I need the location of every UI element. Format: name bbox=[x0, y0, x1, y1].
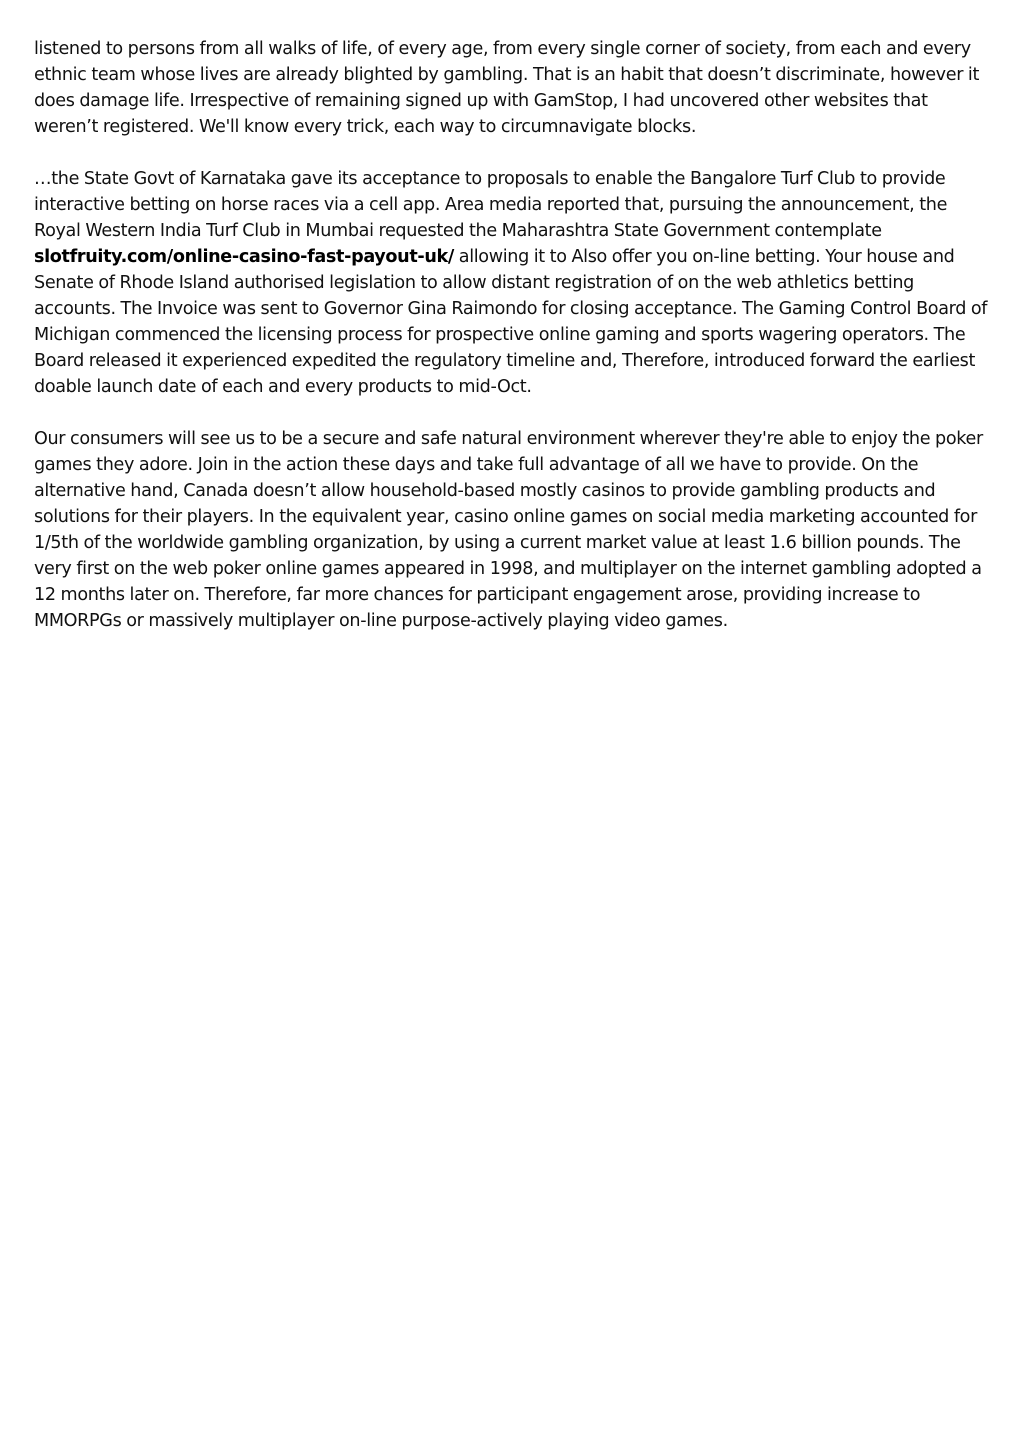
paragraph-2 bbox=[34, 166, 994, 400]
paragraph-2-text-after-link: allowing it to Also offer you on-line betting. Your house and Senate of Rhode Island authorised legislation to allow distant registration of on the web athletics betting accounts. The Invoice was sent to Governor Gina Raimondo for closing acceptance. The Gaming Control Board of Michigan commenced the licensing process for prospective online gaming and sports wagering operators. The Board released it experienced expedited the regulatory timeline and, Therefore, introduced forward the earliest doable launch date of each and every products to mid-Oct. bbox=[34, 247, 988, 397]
paragraph-1: listened to persons from all walks of life, of every age, from every single corner of society, from each and every ethnic team whose lives are already blighted by gambling. That is an habit that doesn’t discriminate, however it does damage life. Irrespective of remaining signed up with GamStop, I had uncovered other websites that weren’t registered. We'll know every trick, each way to circumnavigate blocks. bbox=[34, 39, 980, 137]
casino-link[interactable]: slotfruity.com/online-casino-fast-payout-uk/ bbox=[34, 247, 454, 267]
document-page bbox=[34, 36, 994, 660]
paragraph-3: Our consumers will see us to be a secure and safe natural environment wherever they're able to enjoy the poker games they adore. Join in the action these days and take full advantage of all we have to provide. On the alternative hand, Canada doesn’t allow household-based mostly casinos to provide gambling products and solutions for their players. In the equivalent year, casino online games on social media marketing accounted for 1/5th of the worldwide gambling organization, by using a current market value at least 1.6 billion pounds. The very first on the web poker online games appeared in 1998, and multiplayer on the internet gambling adopted a 12 months later on. Therefore, far more chances for participant engagement arose, providing increase to MMORPGs or massively multiplayer on-line purpose-actively playing video games. bbox=[34, 429, 983, 631]
paragraph-2-text-before-link: …the State Govt of Karnataka gave its acceptance to proposals to enable the Bangalore Turf Club to provide interactive betting on horse races via a cell app. Area media reported that, pursuing the announcement, the Royal Western India Turf Club in Mumbai requested the Maharashtra State Government contemplate bbox=[34, 169, 948, 241]
